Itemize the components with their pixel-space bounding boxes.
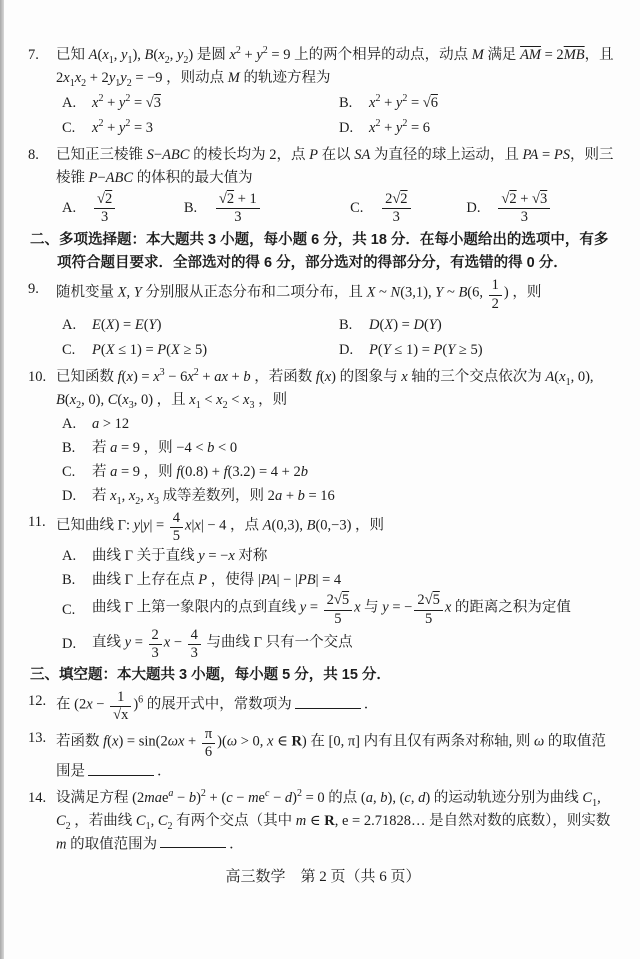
option-text: D(X) = D(Y) bbox=[369, 316, 442, 333]
option-label: D. bbox=[339, 341, 354, 358]
option-label: D. bbox=[62, 487, 77, 504]
option-label: B. bbox=[339, 95, 353, 111]
option-label: A. bbox=[62, 415, 77, 432]
question-8-option-c bbox=[350, 192, 466, 225]
option-label: A. bbox=[62, 316, 77, 333]
question-9-option-a bbox=[62, 314, 339, 337]
question-14 bbox=[30, 787, 616, 857]
question-11-option-d bbox=[62, 628, 616, 661]
scan-edge bbox=[0, 0, 4, 959]
option-label: B. bbox=[339, 316, 353, 333]
question-8-options bbox=[56, 191, 616, 226]
question-9 bbox=[30, 278, 616, 362]
question-8-stem: 已知正三棱锥 S−ABC 的棱长均为 2，点 P 在以 SA 为直径的球上运动，且 PA = PS，则三棱锥 P−ABC 的体积的最大值为 bbox=[56, 147, 614, 186]
option-label: C. bbox=[62, 341, 76, 358]
question-8 bbox=[30, 144, 616, 226]
question-11-option-a bbox=[62, 545, 616, 568]
option-text: $\frac{√2 + 1}{3}$ bbox=[214, 192, 262, 225]
question-13-stem: 若函数 f(x) = sin(2ωx + $\frac{\pi}{6}$ )(ω > 0, x ∈ R) 在 [0, π] 内有且仅有两条对称轴, 则 ω 的取值范围是 ． bbox=[56, 725, 606, 780]
option-text: 曲线 Γ 上第一象限内的点到直线 y = $\frac{2√5}{5}$ x 与 y = − $\frac{2√5}{5}$ x 的距离之积为定值 bbox=[92, 592, 571, 627]
question-9-option-d bbox=[339, 339, 616, 362]
option-text: 若 $x_1$, $x_2$, $x_3$ 成等差数列，则 2a + b = 16 bbox=[92, 487, 335, 507]
option-text: P(Y ≤ 1) = P(Y ≥ 5) bbox=[369, 341, 483, 358]
option-text: 曲线 Γ 关于直线 y = −x 对称 bbox=[92, 548, 268, 565]
option-text: E(X) = E(Y) bbox=[92, 316, 162, 333]
question-7-number: 7. bbox=[28, 47, 39, 63]
question-14-number: 14. bbox=[28, 789, 47, 806]
question-10-number: 10. bbox=[28, 368, 47, 385]
option-text: $x^2 + y^2 = √3$ bbox=[92, 93, 161, 111]
question-10-option-b bbox=[62, 437, 616, 460]
option-text: 若 a = 9 ，则 −4 < b < 0 bbox=[92, 439, 238, 456]
option-text: 曲线 Γ 上存在点 P ，使得 |PA| − |PB| = 4 bbox=[92, 572, 342, 589]
question-12 bbox=[30, 690, 616, 723]
question-10 bbox=[30, 366, 616, 508]
question-11-number: 11. bbox=[28, 513, 46, 530]
option-text: P(X ≤ 1) = P(X ≥ 5) bbox=[92, 341, 208, 358]
question-10-options bbox=[56, 413, 616, 508]
page-footer: 高三数学 第 2 页（共 6 页） bbox=[225, 869, 421, 886]
question-11 bbox=[30, 511, 616, 661]
option-text: 直线 y = $\frac{2}{3}$ x − $\frac{4}{3}$ 与曲线 Γ 只有一个交点 bbox=[92, 626, 353, 661]
question-14-stem: 设满足方程 $(2mae^a - b)^2 + (c - me^c - d)^2 = 0$ 的点 (a, b), (c, d) 的运动轨迹分别为曲线 $C_1$, $C_2$ ，若曲线 $C_1$, $C_2$ 有两个交点（其中 m ∈ R, e = 2.71828… 是自然对数的底数），则实数 m 的取值范围为 ． bbox=[56, 787, 611, 853]
option-text: $\frac{√2}{3}$ bbox=[92, 192, 117, 225]
question-7 bbox=[30, 44, 616, 141]
option-text: a > 12 bbox=[92, 415, 130, 432]
option-label: C. bbox=[350, 200, 364, 217]
option-label: A. bbox=[62, 95, 77, 111]
option-text: $\frac{2√2}{3}$ bbox=[380, 192, 412, 225]
section-3-header: 三、填空题：本大题共 3 小题，每小题 5 分，共 15 分． bbox=[30, 667, 391, 684]
question-11-option-c bbox=[62, 593, 616, 626]
option-text: $x^2 + y^2 = 3$ bbox=[92, 118, 153, 136]
question-9-option-c bbox=[62, 339, 339, 362]
question-13-number: 13. bbox=[28, 729, 47, 746]
question-12-number: 12. bbox=[28, 693, 47, 710]
option-label: B. bbox=[62, 572, 76, 589]
question-11-stem: 已知曲线 Γ: y|y| = $\frac{4}{5}$ x|x| − 4 ，点 A(0,3), B(0,−3) ，则 bbox=[56, 509, 385, 545]
question-7-option-c bbox=[62, 117, 339, 140]
question-13 bbox=[30, 727, 616, 784]
question-7-options bbox=[56, 91, 616, 141]
question-8-option-d bbox=[466, 192, 616, 225]
question-10-option-a bbox=[62, 413, 616, 436]
question-11-options bbox=[56, 545, 616, 661]
option-label: C. bbox=[62, 120, 76, 136]
question-7-stem: 已知 $A(x_1$, $y_1$), $B(x_2$, $y_2$) 是圆 $x^2 + y^2 = 9$ 上的两个相异的动点，动点 M 满足 $\overline{AM} = 2\overline{MB}$，且 $2x_1x_2 + 2y_1y_2 = -9$ ，则动点 M 的轨迹方程为 bbox=[56, 45, 614, 89]
question-9-number: 9. bbox=[28, 281, 39, 298]
option-text: $x^2 + y^2 = 6$ bbox=[369, 118, 430, 136]
option-label: A. bbox=[62, 200, 77, 217]
option-text: $\frac{√2 + √3}{3}$ bbox=[496, 192, 552, 225]
question-7-option-a bbox=[62, 92, 339, 115]
question-9-option-b bbox=[339, 314, 616, 337]
option-label: C. bbox=[62, 601, 76, 618]
question-10-option-c bbox=[62, 461, 616, 484]
question-8-option-b bbox=[184, 192, 350, 225]
question-8-number: 8. bbox=[28, 147, 39, 163]
option-text: $x^2 + y^2 = √6$ bbox=[369, 93, 438, 111]
question-10-stem: 已知函数 $f(x) = x^3 - 6x^2$ + ax + b ，若函数 f(x) 的图象与 x 轴的三个交点依次为 $A(x_1$, 0), $B(x_2$, 0), $C(x_3$, 0) ，且 $x_1 < x_2 < x_3$ ，则 bbox=[56, 367, 594, 411]
option-text: 若 a = 9 ，则 f(0.8) + f(3.2) = 4 + 2b bbox=[92, 463, 308, 480]
option-label: B. bbox=[183, 200, 198, 217]
question-9-options bbox=[56, 313, 616, 363]
option-label: D. bbox=[466, 200, 481, 217]
section-2-header: 二、多项选择题：本大题共 3 小题，每小题 6 分，共 18 分．在每小题给出的选项中，有多项符合题目要求．全部选对的得 6 分，部分选对的得部分分，有选错的得 0 分． bbox=[30, 232, 609, 272]
option-label: D. bbox=[62, 635, 77, 652]
question-7-option-d bbox=[339, 117, 616, 140]
question-9-stem: 随机变量 X, Y 分别服从正态分布和二项分布，且 X ~ N(3,1), Y ~ B(6, $\frac{1}{2}$ ) ，则 bbox=[56, 277, 542, 312]
option-label: D. bbox=[339, 120, 354, 136]
question-12-stem: 在 (2x − $\frac{1}{√x}$ )$^6$ 的展开式中，常数项为 ． bbox=[56, 689, 379, 724]
question-10-option-d bbox=[62, 485, 616, 508]
question-8-option-a bbox=[62, 192, 184, 225]
option-label: C. bbox=[62, 463, 76, 480]
question-11-option-b bbox=[62, 569, 616, 592]
question-7-option-b bbox=[339, 92, 616, 115]
option-label: B. bbox=[62, 439, 76, 456]
option-label: A. bbox=[62, 548, 77, 565]
